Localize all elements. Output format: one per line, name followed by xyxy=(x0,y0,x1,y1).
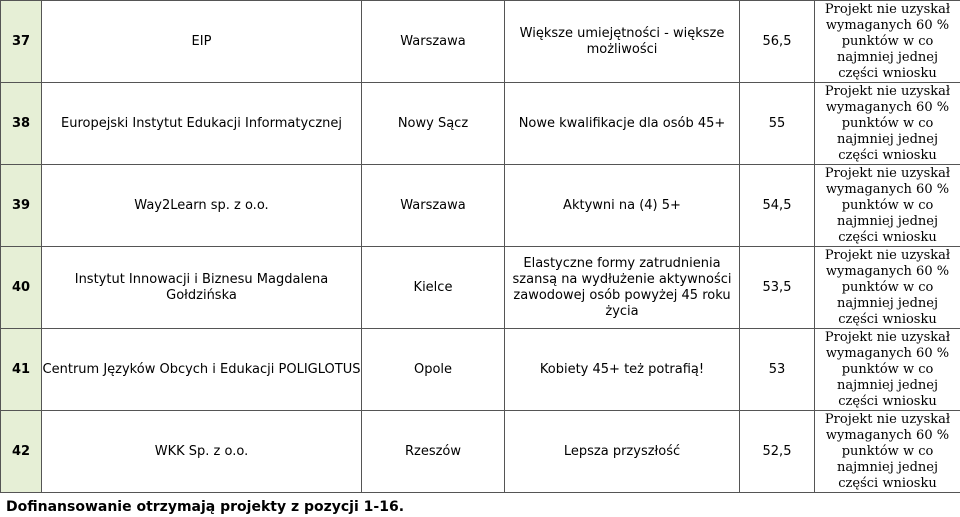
funding-note: Dofinansowanie otrzymają projekty z pozycji 1-16. xyxy=(6,499,405,515)
project-score: 52,5 xyxy=(740,411,815,493)
applicant-city: Rzeszów xyxy=(362,411,505,493)
row-number: 38 xyxy=(1,83,42,165)
row-number: 41 xyxy=(1,329,42,411)
evaluation-result: Projekt nie uzyskał wymaganych 60 % punktów w co najmniej jednej części wniosku xyxy=(815,411,960,493)
applicant-name: Way2Learn sp. z o.o. xyxy=(42,165,362,247)
applicant-name: Europejski Instytut Edukacji Informatycznej xyxy=(42,83,362,165)
project-score: 53,5 xyxy=(740,247,815,329)
project-score: 55 xyxy=(740,83,815,165)
row-number: 37 xyxy=(1,1,42,83)
project-score: 56,5 xyxy=(740,1,815,83)
table-row xyxy=(1,411,960,493)
row-number: 42 xyxy=(1,411,42,493)
evaluation-result: Projekt nie uzyskał wymaganych 60 % punktów w co najmniej jednej części wniosku xyxy=(815,165,960,247)
project-title: Większe umiejętności - większe możliwości xyxy=(505,1,740,83)
applicant-name: WKK Sp. z o.o. xyxy=(42,411,362,493)
table-row xyxy=(1,247,960,329)
table-row xyxy=(1,83,960,165)
table-row xyxy=(1,165,960,247)
table-row xyxy=(1,1,960,83)
applicant-city: Kielce xyxy=(362,247,505,329)
table-row xyxy=(1,329,960,411)
evaluation-result: Projekt nie uzyskał wymaganych 60 % punktów w co najmniej jednej części wniosku xyxy=(815,247,960,329)
applicant-name: Instytut Innowacji i Biznesu Magdalena Gołdzińska xyxy=(42,247,362,329)
evaluation-result: Projekt nie uzyskał wymaganych 60 % punktów w co najmniej jednej części wniosku xyxy=(815,329,960,411)
applicant-name: EIP xyxy=(42,1,362,83)
applicant-name: Centrum Języków Obcych i Edukacji POLIGLOTUS xyxy=(42,329,362,411)
project-title: Aktywni na (4) 5+ xyxy=(505,165,740,247)
applicant-city: Opole xyxy=(362,329,505,411)
project-title: Lepsza przyszłość xyxy=(505,411,740,493)
applicant-city: Nowy Sącz xyxy=(362,83,505,165)
project-score: 53 xyxy=(740,329,815,411)
applicant-city: Warszawa xyxy=(362,165,505,247)
row-number: 40 xyxy=(1,247,42,329)
row-number: 39 xyxy=(1,165,42,247)
applicant-city: Warszawa xyxy=(362,1,505,83)
project-score: 54,5 xyxy=(740,165,815,247)
project-title: Nowe kwalifikacje dla osób 45+ xyxy=(505,83,740,165)
project-title: Kobiety 45+ też potrafią! xyxy=(505,329,740,411)
evaluation-result: Projekt nie uzyskał wymaganych 60 % punktów w co najmniej jednej części wniosku xyxy=(815,1,960,83)
evaluation-result: Projekt nie uzyskał wymaganych 60 % punktów w co najmniej jednej części wniosku xyxy=(815,83,960,165)
project-title: Elastyczne formy zatrudnienia szansą na wydłużenie aktywności zawodowej osób powyżej 45 roku życia xyxy=(505,247,740,329)
